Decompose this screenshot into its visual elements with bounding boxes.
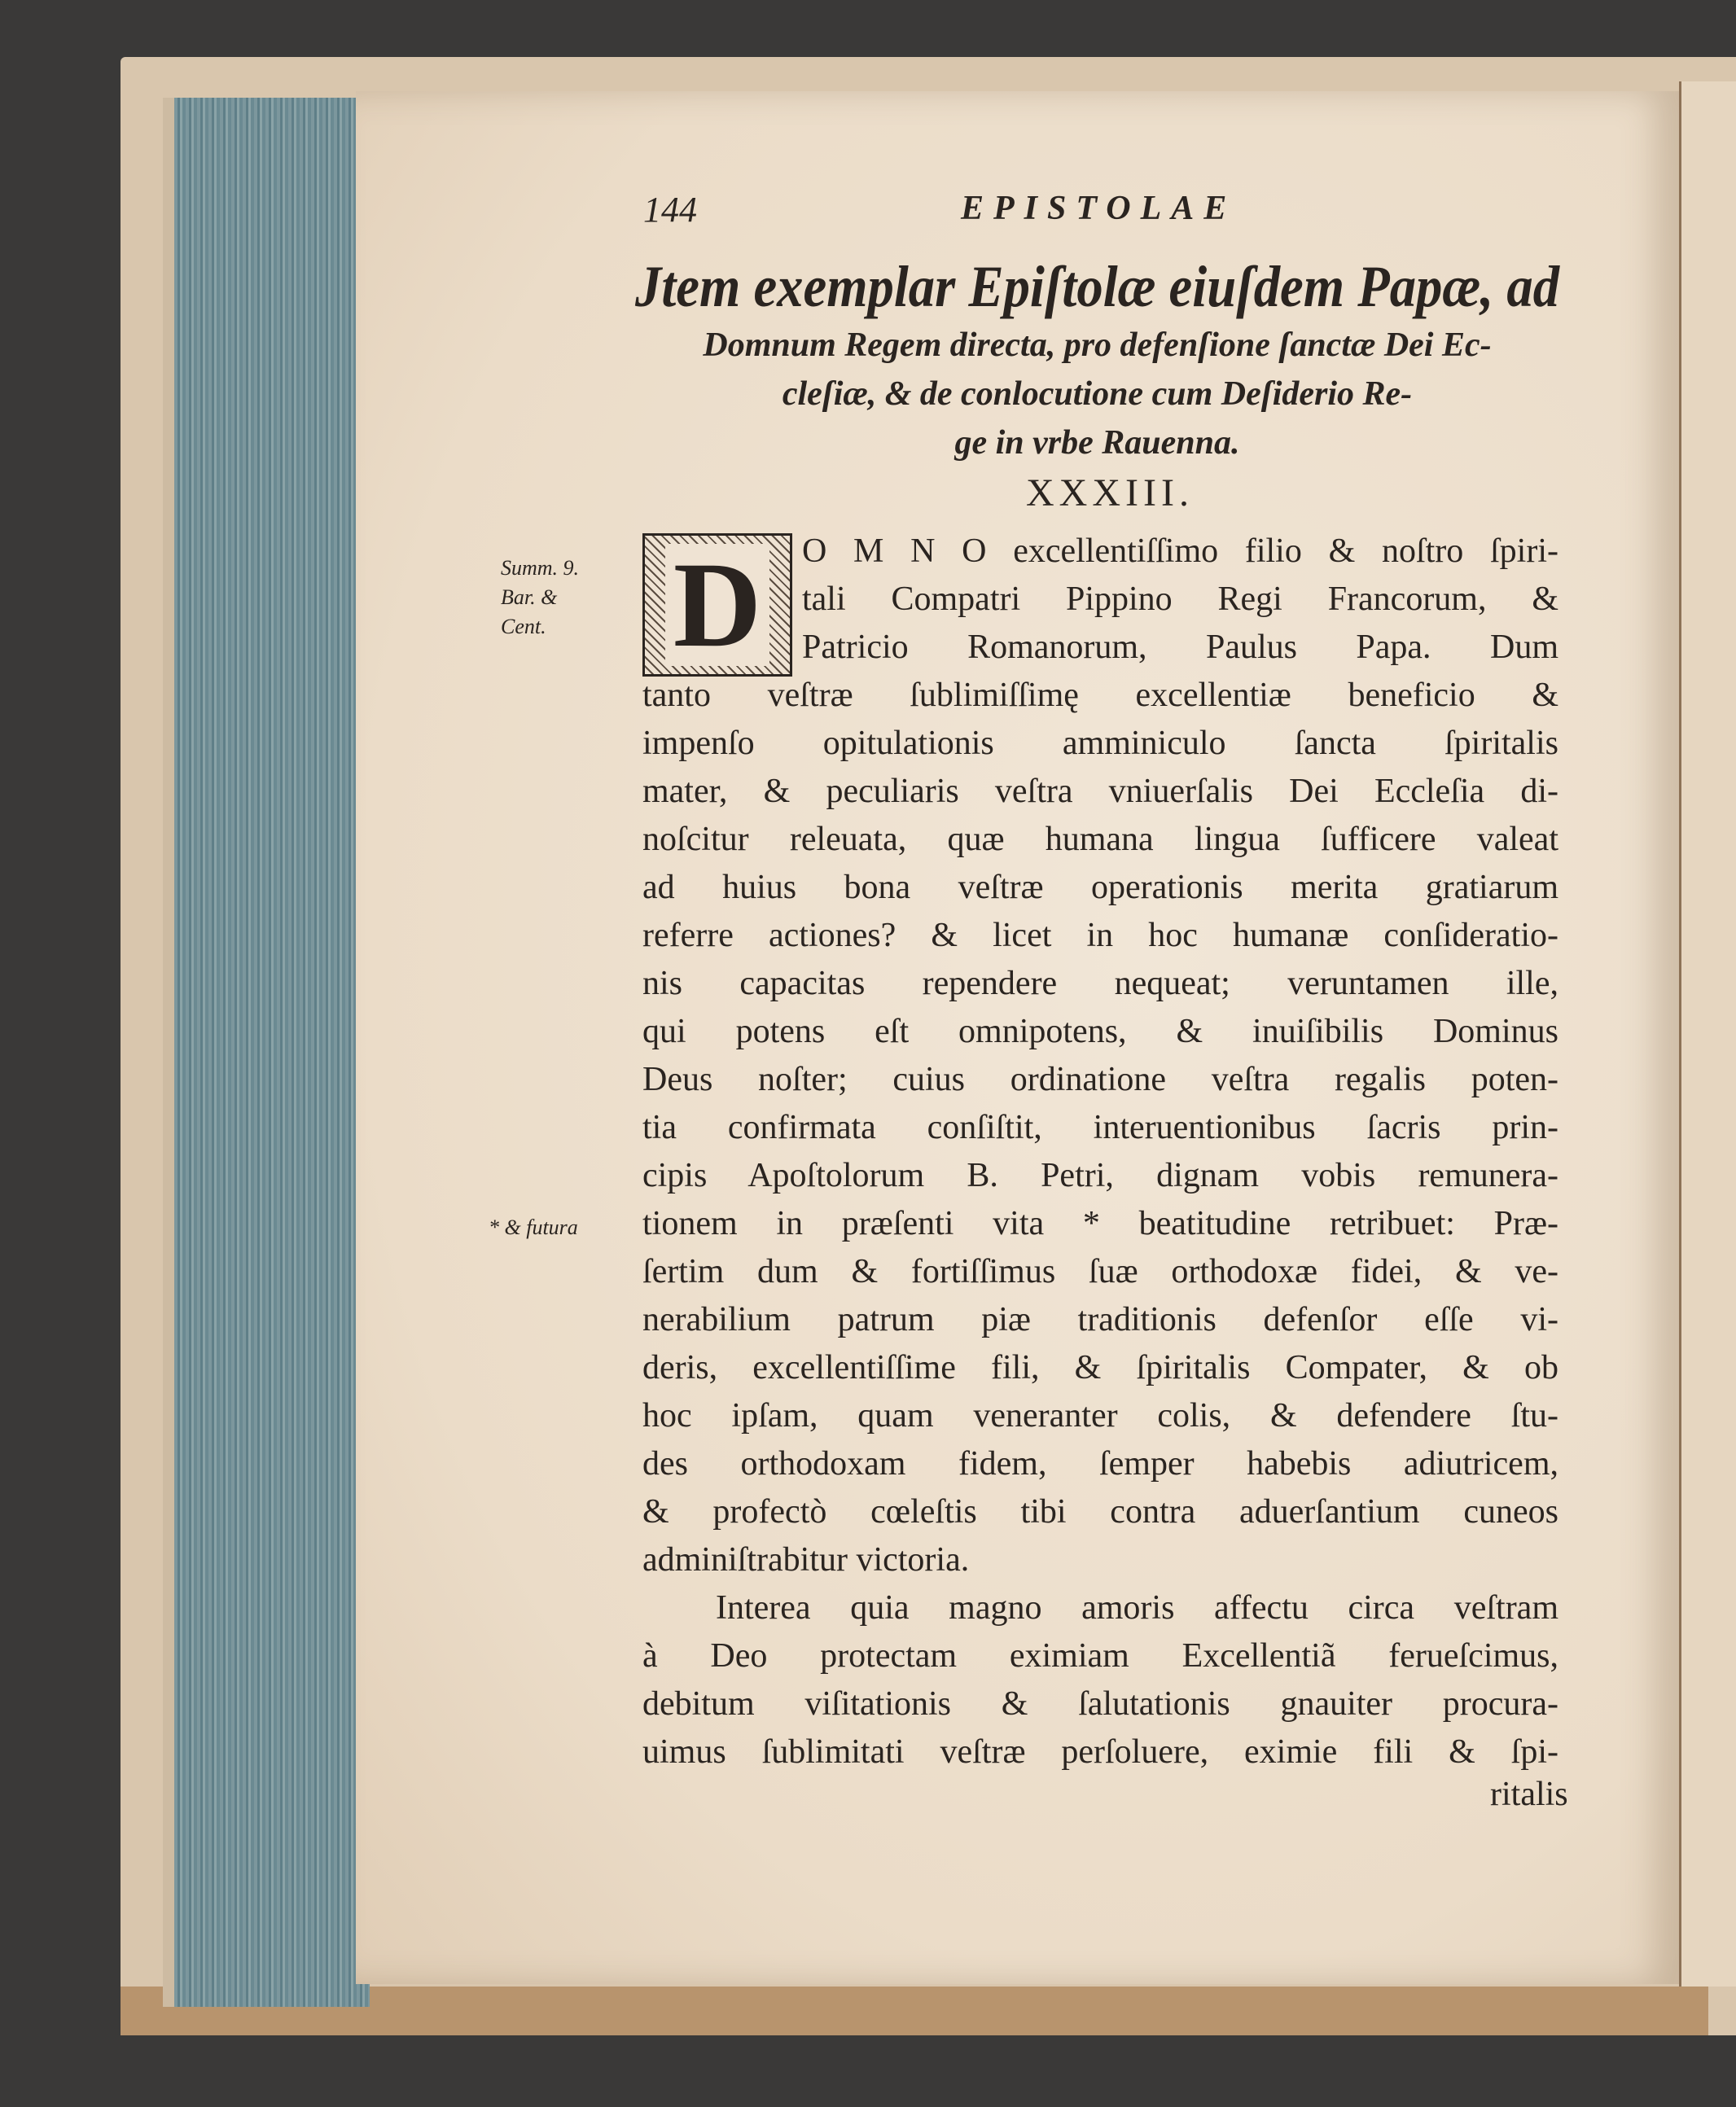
marginal-note: * & futura bbox=[489, 1216, 578, 1239]
body-line: & profectò cœleſtis tibi contra aduerſantium cuneos bbox=[642, 1493, 1558, 1531]
letter-body bbox=[642, 528, 1558, 1776]
marginal-note-line: Bar. & bbox=[501, 585, 558, 609]
marginal-note-line: Summ. 9. bbox=[501, 556, 580, 580]
marginal-note bbox=[501, 554, 579, 642]
body-line: Deus noſter; cuius ordinatione veſtra regalis poten- bbox=[642, 1061, 1558, 1098]
body-line: impenſo opitulationis amminiculo ſancta ſpiritalis bbox=[642, 725, 1558, 762]
body-line: tionem in præſenti vita * beatitudine retribuet: Præ- bbox=[642, 1205, 1558, 1242]
drop-cap-letter: D bbox=[665, 544, 769, 666]
body-line: cipis Apoſtolorum B. Petri, dignam vobis remunera- bbox=[642, 1157, 1558, 1194]
body-line: hoc ipſam, quam veneranter colis, & defendere ſtu- bbox=[642, 1397, 1558, 1435]
title-line: Domnum Regem directa, pro defenſione ſanctæ Dei Ec- bbox=[703, 326, 1492, 364]
marginal-note-line: Cent. bbox=[501, 615, 546, 638]
body-line: adminiſtrabitur victoria. bbox=[642, 1541, 970, 1579]
body-line: uimus ſublimitati veſtræ perſoluere, eximie fili & ſpi- bbox=[642, 1733, 1558, 1771]
body-line: ſertim dum & fortiſſimus ſuæ orthodoxæ fidei, & ve- bbox=[642, 1253, 1558, 1290]
title-line: Jtem exemplar Epiſtolæ eiuſdem Papæ, ad bbox=[635, 254, 1560, 319]
body-line: nis capacitas rependere nequeat; veruntamen ille, bbox=[642, 965, 1558, 1002]
catchword: ritalis bbox=[1490, 1776, 1568, 1813]
body-line: Patricio Romanorum, Paulus Papa. Dum bbox=[802, 629, 1558, 666]
running-head: EPISTOLAE bbox=[961, 190, 1237, 227]
title-line: ge in vrbe Rauenna. bbox=[954, 424, 1240, 462]
body-line: qui potens eſt omnipotens, & inuiſibilis Dominus bbox=[642, 1013, 1558, 1050]
body-line: deris, excellentiſſime fili, & ſpiritalis Compater, & ob bbox=[642, 1349, 1558, 1386]
body-line: Interea quia magno amoris affectu circa veſtram bbox=[716, 1589, 1558, 1627]
body-line: debitum viſitationis & ſalutationis gnauiter procura- bbox=[642, 1685, 1558, 1723]
letter-number: XXXIII. bbox=[1026, 471, 1194, 515]
title-line: cleſiæ, & de conlocutione cum Deſiderio Re- bbox=[782, 375, 1413, 413]
facing-page-edge bbox=[1679, 81, 1736, 1987]
body-line: referre actiones? & licet in hoc humanæ conſideratio- bbox=[642, 917, 1558, 954]
body-line: des orthodoxam fidem, ſemper habebis adiutricem, bbox=[642, 1445, 1558, 1483]
body-line: O M N O excellentiſſimo filio & noſtro ſpiri- bbox=[802, 532, 1558, 570]
body-line: mater, & peculiaris veſtra vniuerſalis Dei Eccleſia di- bbox=[642, 773, 1558, 810]
page-block-fore-edge bbox=[163, 98, 370, 2007]
body-line: tia confirmata conſiſtit, interuentionibus ſacris prin- bbox=[642, 1109, 1558, 1146]
page-number: 144 bbox=[643, 190, 697, 230]
body-line: tali Compatri Pippino Regi Francorum, & bbox=[802, 580, 1558, 618]
body-line: tanto veſtræ ſublimiſſimę excellentiæ beneficio & bbox=[642, 677, 1558, 714]
body-line: nerabilium patrum piæ traditionis defenſor eſſe vi- bbox=[642, 1301, 1558, 1338]
body-line: ad huius bona veſtræ operationis merita gratiarum bbox=[642, 869, 1558, 906]
body-line: noſcitur releuata, quæ humana lingua ſufficere valeat bbox=[642, 821, 1558, 858]
letter-title bbox=[635, 252, 1559, 467]
body-line: à Deo protectam eximiam Excellentiã ferueſcimus, bbox=[642, 1637, 1558, 1675]
